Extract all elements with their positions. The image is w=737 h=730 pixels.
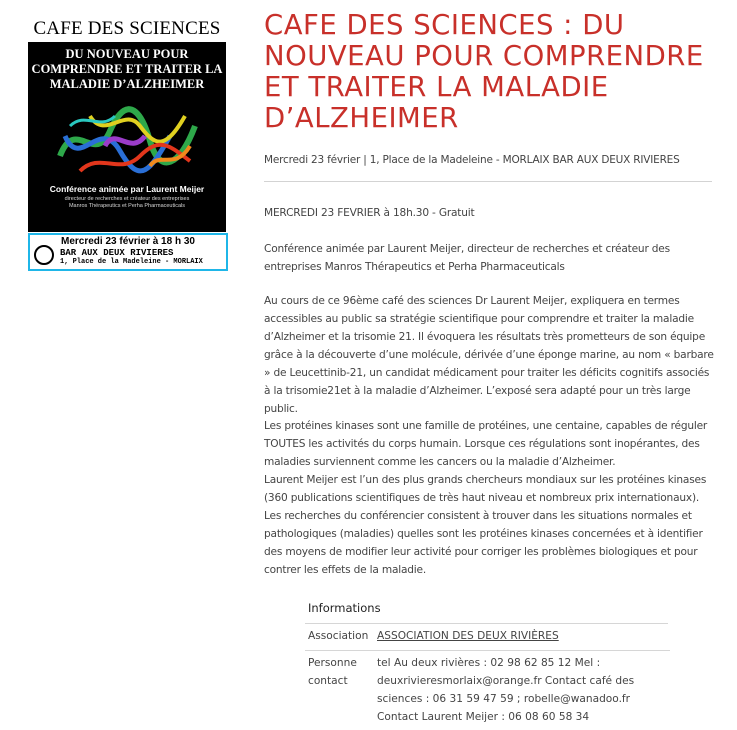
poster-venue-box	[28, 233, 228, 271]
informations-header: Informations	[305, 597, 668, 624]
poster-headline-line: DU NOUVEAU POUR	[65, 47, 189, 61]
event-date-line: MERCREDI 23 FEVRIER à 18h.30 - Gratuit	[264, 207, 475, 219]
poster-date: Mercredi 23 février à 18 h 30	[61, 236, 195, 247]
association-value	[377, 627, 667, 645]
divider	[264, 181, 712, 182]
event-poster	[28, 15, 226, 270]
poster-artwork	[28, 42, 226, 232]
poster-conference-sub	[28, 196, 226, 210]
poster-headline-line: COMPRENDRE ET TRAITER LA	[31, 62, 223, 76]
table-row	[305, 650, 670, 730]
association-label: Association	[308, 630, 369, 642]
poster-venue: BAR AUX DEUX RIVIERES	[60, 248, 174, 258]
poster-address: 1, Place de la Madeleine - MORLAIX	[60, 258, 203, 266]
poster-headline-line: MALADIE D’ALZHEIMER	[49, 77, 205, 91]
venue-logo-icon	[34, 245, 54, 265]
event-description: Au cours de ce 96ème café des sciences Dr Laurent Meijer, expliquera en termes accessibles au public sa stratégie scientifique pour comprendre et traiter la maladie d’Alzheimer et la trisomie 21. Il évoquera les résultats très prometteurs de son équipe grâce à la découverte d’une molécule, dérivée d’une éponge marine, au nom « barbare » de Leucettinib-21, un candidat médicament pour traiter les déficits cognitifs associés à la trisomie21et à la maladie d’Alzheimer. L’exposé sera adapté pour un très large public.	[264, 295, 714, 415]
speaker-paragraph: Laurent Meijer est l’un des plus grands chercheurs mondiaux sur les protéines kinases (360 publications scientifiques de très haut niveau et nombreux prix internationaux). Les recherches du conférencier consistent à trouver dans les situations normales et pathologiques (maladies) quelles sont les protéines kinases concernées et à identifier des moyens de modifier leur activité pour corriger les problèmes biologiques et pour contrer les effets de la maladie.	[264, 474, 707, 576]
poster-conference: Conférence animée par Laurent Meijer	[49, 184, 205, 194]
page-title: CAFE DES SCIENCES : DU NOUVEAU POUR COMPRENDRE ET TRAITER LA MALADIE D’ALZHEIMER	[264, 9, 704, 134]
event-intro: Conférence animée par Laurent Meijer, directeur de recherches et créateur des entreprises Manros Thérapeutics et Perha Pharmaceuticals	[264, 243, 670, 273]
poster-headline	[28, 47, 226, 92]
poster-conference-sub-line: Manros Thérapeutics et Perha Pharmaceuticals	[68, 203, 186, 209]
contact-label: Personne contact	[308, 657, 357, 687]
event-meta: Mercredi 23 février | 1, Place de la Madeleine - MORLAIX BAR AUX DEUX RIVIERES	[264, 154, 680, 166]
poster-conference-sub-line: directeur de recherches et créateur des entreprises	[64, 196, 190, 202]
poster-title: CAFE DES SCIENCES	[33, 18, 221, 39]
kinases-paragraph: Les protéines kinases sont une famille de protéines, une centaine, capables de réguler TOUTES les activités du corps humain. Lorsque ces régulations sont inopérantes, des maladies surviennent comme les cancers ou la maladie d’Alzheimer.	[264, 420, 708, 468]
contact-value: tel Au deux rivières : 02 98 62 85 12 Mel : deuxrivieresmorlaix@orange.fr Contact café des sciences : 06 31 59 47 59 ; robelle@wanadoo.fr Contact Laurent Meijer : 06 08 60 58 34	[377, 657, 635, 723]
protein-structure-image	[50, 96, 204, 180]
table-row	[305, 623, 670, 651]
association-link[interactable]: ASSOCIATION DES DEUX RIVIÈRES	[377, 630, 559, 642]
